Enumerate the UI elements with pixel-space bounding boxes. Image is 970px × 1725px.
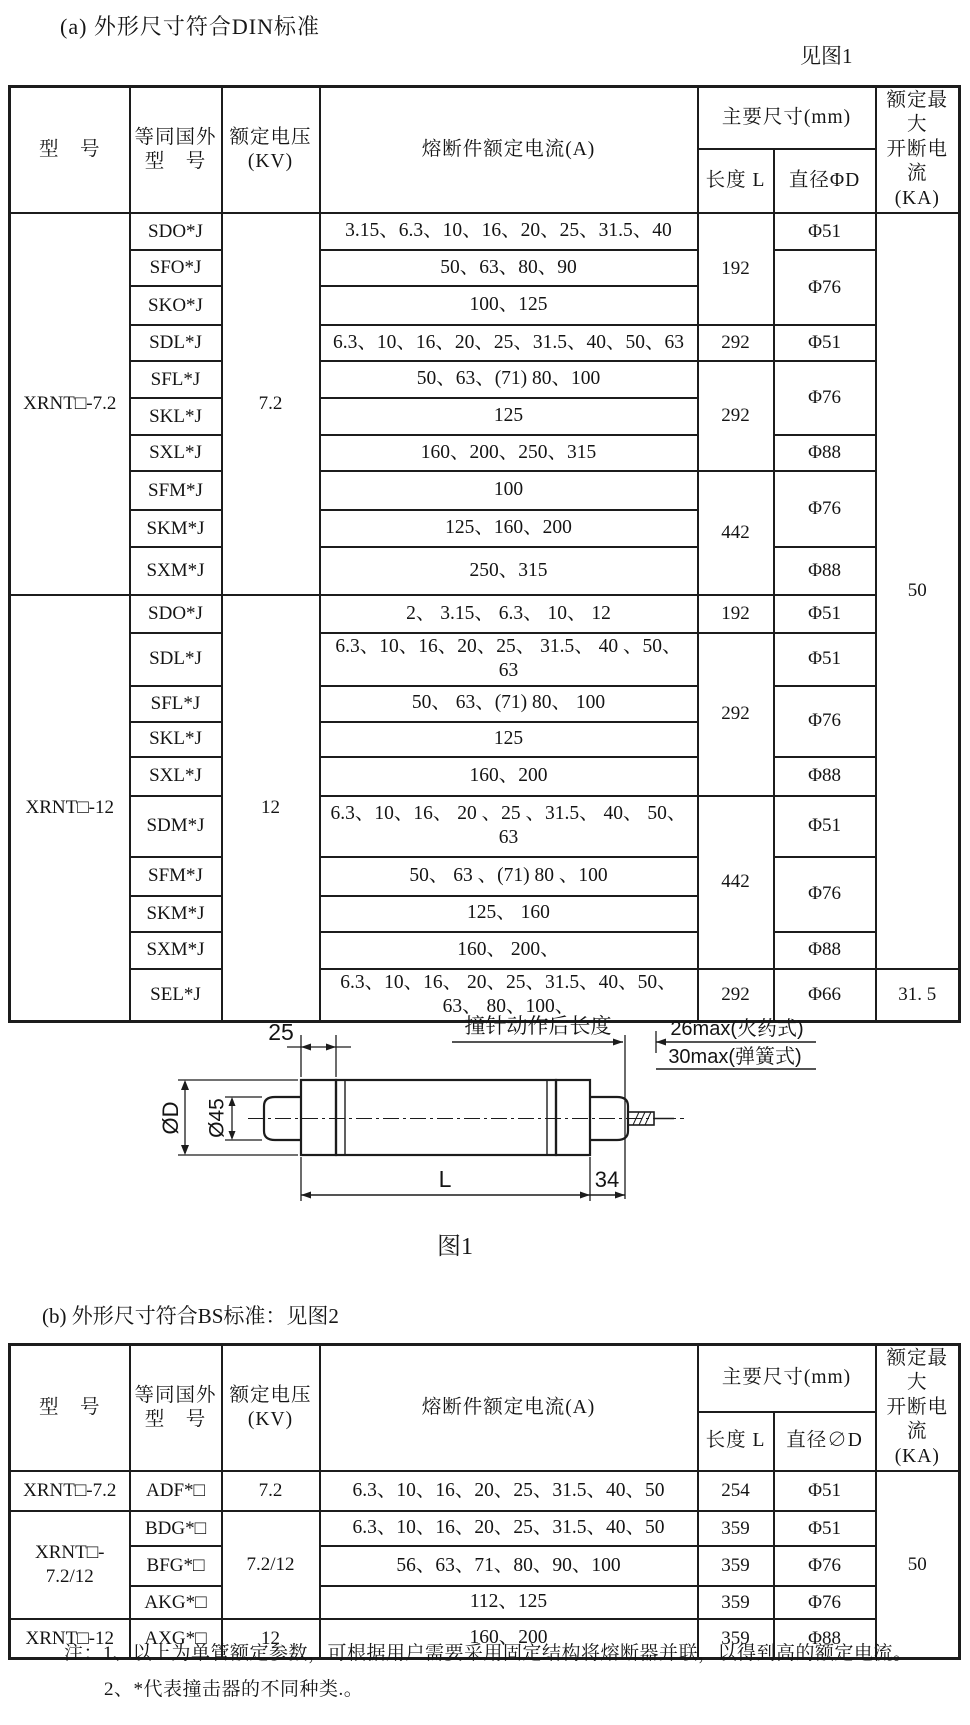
model-cell: XRNT□-7.2 xyxy=(10,1471,130,1511)
diameter-cell: Φ51 xyxy=(774,325,876,361)
table-row xyxy=(10,595,960,633)
diameter-cell: Φ66 xyxy=(774,969,876,1022)
header-rated-voltage: 额定电压 (KV) xyxy=(222,87,320,213)
foreign-model-cell: SDO*J xyxy=(130,595,222,633)
current-cell: 160、200 xyxy=(320,1619,698,1659)
diameter-cell: Φ76 xyxy=(774,1546,876,1586)
table-row xyxy=(10,796,960,857)
diameter-cell: Φ51 xyxy=(774,633,876,686)
header-breaking-current: 额定最大 开断电流 (KA) xyxy=(876,87,960,213)
diameter-cell: Φ88 xyxy=(774,435,876,471)
dim-34-label: 34 xyxy=(594,1167,620,1192)
current-cell: 50、63、80、90 xyxy=(320,250,698,286)
foreign-model-cell: SKO*J xyxy=(130,286,222,325)
dim-l-label: L xyxy=(438,1166,452,1192)
current-cell: 160、200 xyxy=(320,757,698,796)
voltage-cell: 7.2/12 xyxy=(222,1511,320,1619)
max-spring-label: 30max(弹簧式) xyxy=(668,1046,802,1068)
dim-25-label: 25 xyxy=(268,1019,294,1045)
length-cell: 359 xyxy=(698,1546,774,1586)
foreign-model-cell: SFL*J xyxy=(130,686,222,722)
header-breaking-current: 额定最大 开断电流 (KA) xyxy=(876,1345,960,1471)
diameter-cell: Φ88 xyxy=(774,1619,876,1659)
foreign-model-cell: SDL*J xyxy=(130,325,222,361)
foreign-model-cell: SXL*J xyxy=(130,757,222,796)
foreign-model-cell: SKM*J xyxy=(130,896,222,932)
current-cell: 100 xyxy=(320,471,698,510)
din-table xyxy=(8,85,961,1023)
current-cell: 125 xyxy=(320,398,698,435)
foreign-model-cell: SFL*J xyxy=(130,361,222,398)
table-row xyxy=(10,686,960,722)
diameter-cell: Φ76 xyxy=(774,250,876,325)
table-row xyxy=(10,757,960,796)
diameter-cell: Φ88 xyxy=(774,757,876,796)
table-row xyxy=(10,633,960,686)
header-diameter: 直径∅D xyxy=(774,1412,876,1471)
diameter-cell: Φ76 xyxy=(774,686,876,757)
header-fuse-current: 熔断件额定电流(A) xyxy=(320,1345,698,1471)
table-row xyxy=(10,1546,960,1586)
table-row xyxy=(10,1471,960,1511)
foreign-model-cell: SDO*J xyxy=(130,213,222,250)
diameter-cell: Φ51 xyxy=(774,595,876,633)
foreign-model-cell: SDM*J xyxy=(130,796,222,857)
note-line-1: 注：1、以上为单管额定参数，可根据用户需要采用固定结构将熔断器并联，以得到高的额定电流。 xyxy=(64,1643,913,1664)
diameter-cell: Φ51 xyxy=(774,1511,876,1546)
length-cell: 359 xyxy=(698,1619,774,1659)
current-cell: 6.3、10、16、20、25、31.5、40、50 xyxy=(320,1471,698,1511)
breaking-current-cell: 31. 5 xyxy=(876,969,960,1022)
header-foreign-model: 等同国外 型 号 xyxy=(130,87,222,213)
foreign-model-cell: SFM*J xyxy=(130,471,222,510)
model-cell: XRNT□-12 xyxy=(10,595,130,1022)
diameter-cell: Φ88 xyxy=(774,932,876,969)
diameter-cell: Φ51 xyxy=(774,213,876,250)
figure1-caption: 图1 xyxy=(437,1234,473,1260)
current-cell: 6.3、10、16、20、25、31.5、40、50、63 xyxy=(320,325,698,361)
diameter-cell: Φ76 xyxy=(774,857,876,932)
foreign-model-cell: SDL*J xyxy=(130,633,222,686)
foreign-model-cell: AXG*□ xyxy=(130,1619,222,1659)
voltage-cell: 7.2 xyxy=(222,1471,320,1511)
current-cell: 160、 200、 xyxy=(320,932,698,969)
table-row xyxy=(10,361,960,398)
length-cell: 442 xyxy=(698,471,774,595)
current-cell: 250、315 xyxy=(320,547,698,595)
header-model: 型 号 xyxy=(10,87,130,213)
length-cell: 192 xyxy=(698,213,774,325)
header-main-dimensions: 主要尺寸(mm) xyxy=(698,87,876,149)
length-cell: 292 xyxy=(698,633,774,796)
fuse-barrel xyxy=(336,1080,556,1155)
foreign-model-cell: BDG*□ xyxy=(130,1511,222,1546)
foreign-model-cell: SXL*J xyxy=(130,435,222,471)
current-cell: 6.3、10、16、 20 、25 、31.5、 40、 50、 63 xyxy=(320,796,698,857)
right-flange xyxy=(556,1080,590,1155)
table-row xyxy=(10,857,960,896)
current-cell: 50、 63 、(71) 80 、100 xyxy=(320,857,698,896)
foreign-model-cell: SEL*J xyxy=(130,969,222,1022)
table-row xyxy=(10,250,960,286)
table-row xyxy=(10,1511,960,1546)
header-main-dimensions: 主要尺寸(mm) xyxy=(698,1345,876,1413)
model-cell: XRNT□-12 xyxy=(10,1619,130,1659)
model-cell: XRNT□-7.2 xyxy=(10,213,130,595)
diameter-cell: Φ51 xyxy=(774,796,876,857)
current-cell: 160、200、250、315 xyxy=(320,435,698,471)
length-cell: 359 xyxy=(698,1511,774,1546)
foreign-model-cell: ADF*□ xyxy=(130,1471,222,1511)
current-cell: 125、160、200 xyxy=(320,510,698,547)
breaking-current-cell: 50 xyxy=(876,1471,960,1659)
max-powder-label: 26max(火药式) xyxy=(670,1018,804,1040)
table-row xyxy=(10,547,960,595)
length-cell: 359 xyxy=(698,1586,774,1619)
see-figure1-ref: 见图1 xyxy=(800,44,853,68)
foreign-model-cell: SXM*J xyxy=(130,547,222,595)
foreign-model-cell: SKL*J xyxy=(130,722,222,757)
length-cell: 292 xyxy=(698,325,774,361)
header-length: 长度 L xyxy=(698,149,774,213)
current-cell: 3.15、6.3、10、16、20、25、31.5、40 xyxy=(320,213,698,250)
diameter-cell: Φ76 xyxy=(774,361,876,435)
length-cell: 292 xyxy=(698,361,774,471)
foreign-model-cell: SFO*J xyxy=(130,250,222,286)
header-diameter: 直径ΦD xyxy=(774,149,876,213)
foreign-model-cell: SXM*J xyxy=(130,932,222,969)
dia-d-label: ØD xyxy=(157,1101,183,1135)
figure1-fuse-drawing xyxy=(100,985,900,1220)
current-cell: 50、63、(71) 80、100 xyxy=(320,361,698,398)
left-flange xyxy=(301,1080,336,1155)
note-line-2: 2、*代表撞击器的不同种类.。 xyxy=(104,1679,364,1700)
length-cell: 292 xyxy=(698,969,774,1022)
current-cell: 112、125 xyxy=(320,1586,698,1619)
header-model: 型 号 xyxy=(10,1345,130,1471)
foreign-model-cell: BFG*□ xyxy=(130,1546,222,1586)
header-rated-voltage: 额定电压 (KV) xyxy=(222,1345,320,1471)
current-cell: 56、63、71、80、90、100 xyxy=(320,1546,698,1586)
table-row xyxy=(10,325,960,361)
header-fuse-current: 熔断件额定电流(A) xyxy=(320,87,698,213)
voltage-cell: 12 xyxy=(222,1619,320,1659)
header-foreign-model: 等同国外 型 号 xyxy=(130,1345,222,1471)
length-cell: 192 xyxy=(698,595,774,633)
current-cell: 6.3、10、16、20、25、31.5、40、50 xyxy=(320,1511,698,1546)
breaking-current-cell: 50 xyxy=(876,213,960,969)
diameter-cell: Φ51 xyxy=(774,1471,876,1511)
diameter-cell: Φ76 xyxy=(774,1586,876,1619)
table-row xyxy=(10,435,960,471)
current-cell: 50、 63、(71) 80、 100 xyxy=(320,686,698,722)
table-row xyxy=(10,932,960,969)
foreign-model-cell: SFM*J xyxy=(130,857,222,896)
length-cell: 254 xyxy=(698,1471,774,1511)
diameter-cell: Φ76 xyxy=(774,471,876,547)
table-row xyxy=(10,213,960,250)
diameter-cell: Φ88 xyxy=(774,547,876,595)
table-row xyxy=(10,471,960,510)
current-cell: 2、 3.15、 6.3、 10、 12 xyxy=(320,595,698,633)
foreign-model-cell: SKL*J xyxy=(130,398,222,435)
section-b-title: (b) 外形尺寸符合BS标准：见图2 xyxy=(42,1304,339,1328)
dia-45-label: Ø45 xyxy=(205,1098,229,1138)
bs-table xyxy=(8,1343,961,1660)
length-cell: 442 xyxy=(698,796,774,969)
voltage-cell: 12 xyxy=(222,595,320,1022)
striker-length-label: 撞针动作后长度 xyxy=(464,1015,612,1038)
foreign-model-cell: AKG*□ xyxy=(130,1586,222,1619)
foreign-model-cell: SKM*J xyxy=(130,510,222,547)
section-a-title: (a) 外形尺寸符合DIN标准 xyxy=(60,14,321,39)
current-cell: 100、125 xyxy=(320,286,698,325)
current-cell: 6.3、10、16、 20、25、31.5、40、50、63、 80、100、 xyxy=(320,969,698,1022)
voltage-cell: 7.2 xyxy=(222,213,320,595)
current-cell: 125 xyxy=(320,722,698,757)
current-cell: 125、 160 xyxy=(320,896,698,932)
table-row xyxy=(10,1586,960,1619)
header-length: 长度 L xyxy=(698,1412,774,1471)
model-cell: XRNT□- 7.2/12 xyxy=(10,1511,130,1619)
current-cell: 6.3、10、16、20、25、 31.5、 40 、50、 63 xyxy=(320,633,698,686)
